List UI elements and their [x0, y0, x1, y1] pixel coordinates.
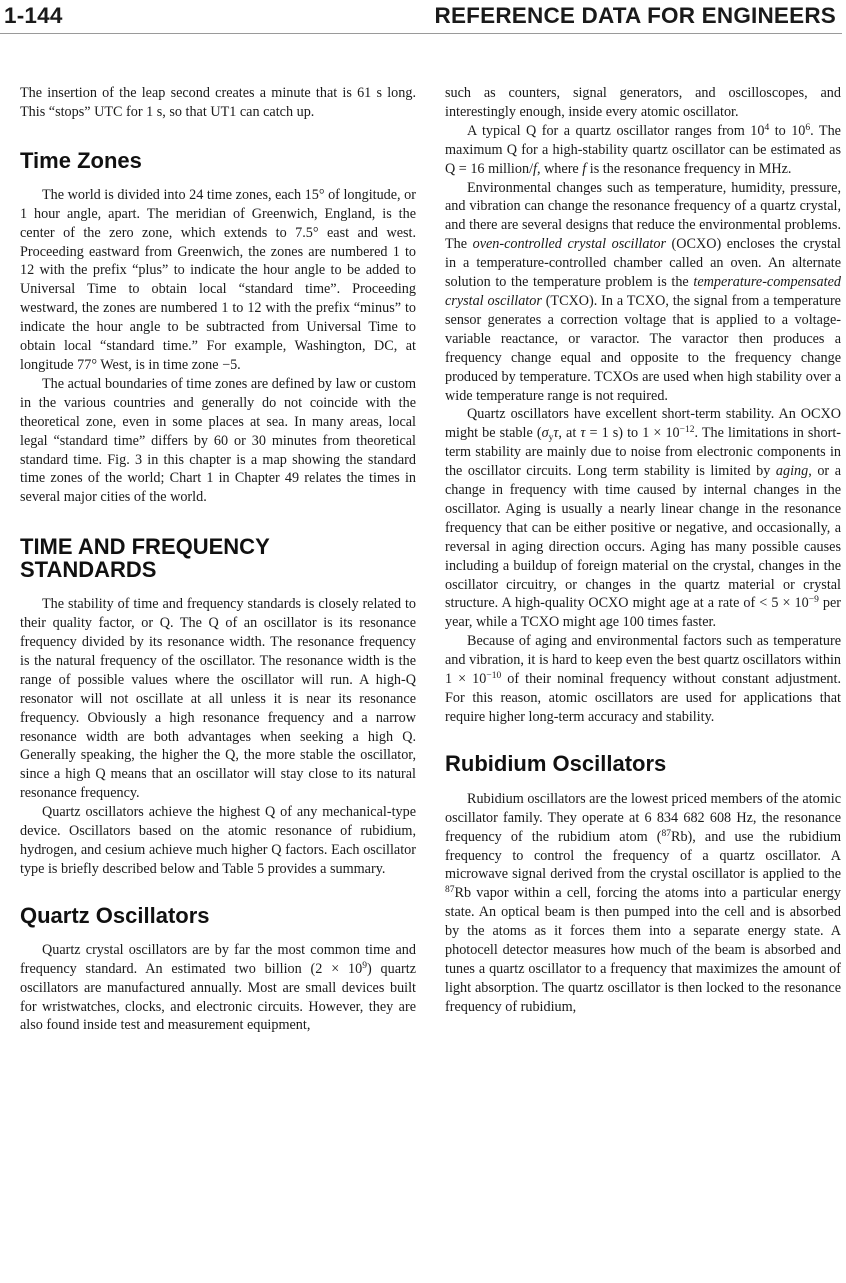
text-run: (TCXO). In a TCXO, the signal from a temperature sensor generates a correction voltage that is applied to a voltage-variable reactance, or varactor. The varactor then produces a frequency change equal and opposite to the frequency change produced by temperature. TCXOs are used when high stability over a wide temperature range is not required.: [445, 292, 841, 404]
subscript: y: [548, 433, 554, 444]
left-column: [20, 84, 416, 1035]
text-run: (OCXO) encloses the crystal in a temperature-controlled chamber called an oven. An alternate solution to the temperature problem is the: [445, 236, 841, 291]
superscript: 6: [805, 122, 811, 133]
section-heading-rubidium-oscillators: Rubidium Oscillators: [445, 750, 667, 776]
text-run: A typical Q for a quartz oscillator ranges from 10: [467, 122, 765, 139]
text-run: ) quartz oscillators are manufactured annually. Most are small devices built for wristwatches, clocks, and electronic circuits. However, they are also found inside test and measurement equipment,: [20, 960, 416, 1034]
superscript: −9: [808, 595, 819, 606]
superscript: 4: [764, 122, 770, 133]
right-column: [445, 84, 841, 1017]
page-number: 1-144: [4, 3, 63, 28]
variable: τ: [580, 425, 586, 442]
text-run: Quartz oscillators have excellent short-term stability. An OCXO might be stable (: [445, 406, 841, 442]
text-run: Quartz crystal oscillators are by far the most common time and frequency standard. An estimated two billion (2 × 10: [20, 941, 416, 977]
section-heading-time-frequency-standards: [20, 535, 416, 581]
superscript: −12: [679, 425, 695, 436]
superscript: 87: [661, 828, 671, 839]
emphasis: oven-controlled crystal oscillator: [472, 236, 666, 253]
superscript: −10: [486, 671, 502, 682]
text-run: . The maximum Q for a high-stability quartz oscillator can be estimated as Q = 16 million/: [445, 122, 841, 177]
variable: f: [582, 160, 587, 177]
superscript: 87: [445, 885, 455, 896]
variable: τ: [553, 425, 559, 442]
paragraph: [445, 632, 841, 727]
text-run: of their nominal frequency without constant adjustment. For this reason, atomic oscillators are used for applications that require higher long-term accuracy and stability.: [445, 671, 841, 725]
text-run: Rb), and use the rubidium frequency to control the frequency of a quartz oscillator. A microwave signal derived from the crystal oscillator is applied to the: [445, 828, 841, 883]
text-run: , at: [558, 425, 581, 442]
paragraph: Quartz oscillators achieve the highest Q of any mechanical-type device. Oscillators based on the atomic resonance of rubidium, hydrogen, and cesium achieve much higher Q factors. Each oscillator type is briefly described below and Table 5 provides a summary.: [20, 804, 416, 877]
header-rule: [0, 33, 842, 34]
text-run: , or a change in frequency with time caused by internal changes in the oscillator. Aging is usually a nearly linear change in the resonance frequency that can be either positive or negative, and occasionally, a reversal in aging direction occurs. Aging has many possible causes including a buildup of foreign material on the crystal, changes in the oscillator circuitry, or changes in the quartz material or crystal structure. A high-quality OCXO might age at a rate of < 5 × 10: [445, 463, 841, 612]
text-run: to 10: [769, 122, 806, 139]
text-run: is the resonance frequency in MHz.: [586, 160, 792, 177]
paragraph: The world is divided into 24 time zones, each 15° of longitude, or 1 hour angle, apart. The meridian of Greenwich, England, is the center of the zero zone, which extends to 7.5° east and west. Proceeding eastward from Greenwich, the zones are numbered 1 to 12 with the prefix “plus” to indicate the hour angle to be added to Universal Time to obtain local “standard time”. Proceeding westward, the zones are numbered 1 to 12 with the prefix “minus” to indicate the hour angle to be subtracted from Universal Time to obtain local “standard time.” For example, Washington, DC, at longitude 77° West, is in time zone −5.: [20, 186, 416, 373]
text-run: Environmental changes such as temperature, humidity, pressure, and vibration can change the resonance frequency of a quartz crystal, and there are several designs that reduce the environmental problems. The: [445, 179, 841, 253]
paragraph: [20, 941, 416, 1036]
emphasis: aging: [775, 463, 809, 480]
paragraph: The stability of time and frequency standards is closely related to their quality factor, or Q. The Q of an oscillator is its resonance frequency divided by its resonance width. The resonance frequency is the natural frequency of the oscillator. The resonance width is the range of possible values where the oscillator will run. A high-Q resonator will not oscillate at all unless it is near its resonance frequency. Obviously a high resonance frequency and a narrow resonance width are both advantages when seeking a high Q. Generally speaking, the higher the Q, the more stable the oscillator, since a high Q means that an oscillator will stay close to its natural resonance frequency.: [20, 596, 416, 802]
paragraph: [445, 122, 841, 179]
heading-line: TIME AND FREQUENCY: [20, 534, 270, 560]
intro-paragraph: The insertion of the leap second creates a minute that is 61 s long. This “stops” UTC for 1 s, so that UT1 can catch up.: [20, 85, 416, 120]
variable: σ: [541, 425, 549, 442]
paragraph: such as counters, signal generators, and oscilloscopes, and interestingly enough, inside every atomic oscillator.: [445, 85, 841, 120]
section-heading-quartz-oscillators: Quartz Oscillators: [20, 902, 210, 928]
text-run: Because of aging and environmental factors such as temperature and vibration, it is hard to keep even the best quartz oscillators within 1 × 10: [445, 633, 841, 688]
paragraph: The actual boundaries of time zones are defined by law or custom in the various countries and generally do not coincide with the theoretical zone, even in some places at sea. In many areas, local legal “standard time” differs by 60 or 30 minutes from theoretical standard time. Fig. 3 in this chapter is a map showing the standard time zones of the world; Chart 1 in Chapter 49 relates the times in several major cities of the world.: [20, 375, 416, 506]
text-run: = 1 s) to 1 × 10: [585, 425, 680, 442]
emphasis: temperature-compensated crystal oscillator: [445, 274, 841, 309]
running-title: REFERENCE DATA FOR ENGINEERS: [434, 3, 836, 28]
text-run: Rb vapor within a cell, forcing the atoms into a particular energy state. An optical beam is then pumped into the cell and is absorbed by the atoms as it forces them into a separate energy state. A photocell detector measures how much of the beam is absorbed and tunes a quartz oscillator to a frequency that maximizes the amount of light absorption. The quartz oscillator is then locked to the resonance frequency of rubidium,: [445, 885, 841, 1015]
section-heading-time-zones: Time Zones: [20, 147, 142, 173]
text-run: , where: [536, 160, 583, 177]
text-run: per year, while a TCXO might age 100 times faster.: [445, 595, 841, 631]
text-run: Rubidium oscillators are the lowest priced members of the atomic oscillator family. They operate at 6 834 682 608 Hz, the resonance frequency of the rubidium atom (: [445, 790, 841, 845]
text-run: . The limitations in short-term stability are mainly due to noise from electronic components in the oscillator circuits. Long term stability is limited by: [445, 425, 841, 480]
heading-line: STANDARDS: [20, 557, 157, 583]
paragraph: [445, 790, 841, 1017]
superscript: 9: [362, 960, 367, 971]
variable: f: [533, 160, 537, 177]
paragraph: [445, 405, 841, 632]
paragraph: [445, 179, 841, 406]
